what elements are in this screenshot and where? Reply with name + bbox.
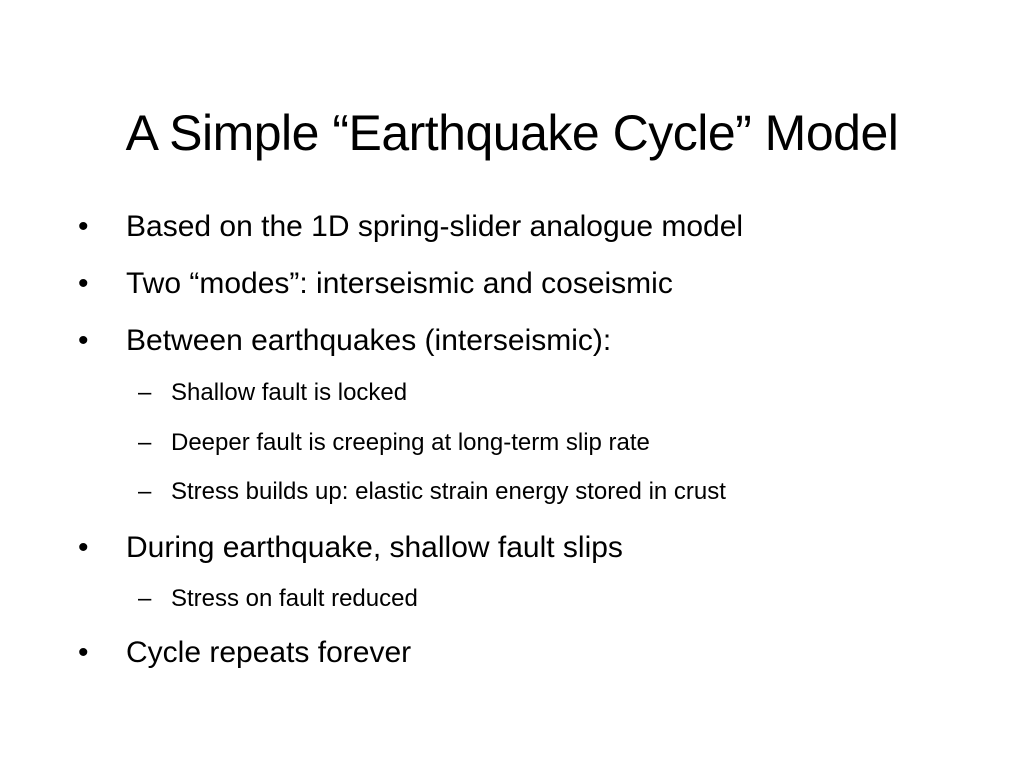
bullet-text: Two “modes”: interseismic and coseismic xyxy=(126,267,673,300)
dash-icon: – xyxy=(138,379,152,406)
dash-icon: – xyxy=(138,585,152,612)
bullet-dot-icon: • xyxy=(78,636,89,669)
sub-bullet-text: Stress builds up: elastic strain energy stored in crust xyxy=(171,478,726,505)
sub-bullet-text: Deeper fault is creeping at long-term slip rate xyxy=(171,429,650,456)
bullet-dot-icon: • xyxy=(78,324,89,357)
bullet-dot-icon: • xyxy=(78,531,89,564)
bullet-dot-icon: • xyxy=(78,267,89,300)
bullet-text: Between earthquakes (interseismic): xyxy=(126,324,612,357)
dash-icon: – xyxy=(138,429,152,456)
bullet-text: Based on the 1D spring-slider analogue model xyxy=(126,210,744,243)
bullet-text: During earthquake, shallow fault slips xyxy=(126,531,623,564)
bullet-dot-icon: • xyxy=(78,210,89,243)
sub-bullet-text: Shallow fault is locked xyxy=(171,379,408,406)
slide-title: A Simple “Earthquake Cycle” Model xyxy=(125,105,899,161)
dash-icon: – xyxy=(138,478,152,505)
sub-bullet-text: Stress on fault reduced xyxy=(171,585,418,612)
bullet-text: Cycle repeats forever xyxy=(126,636,412,669)
